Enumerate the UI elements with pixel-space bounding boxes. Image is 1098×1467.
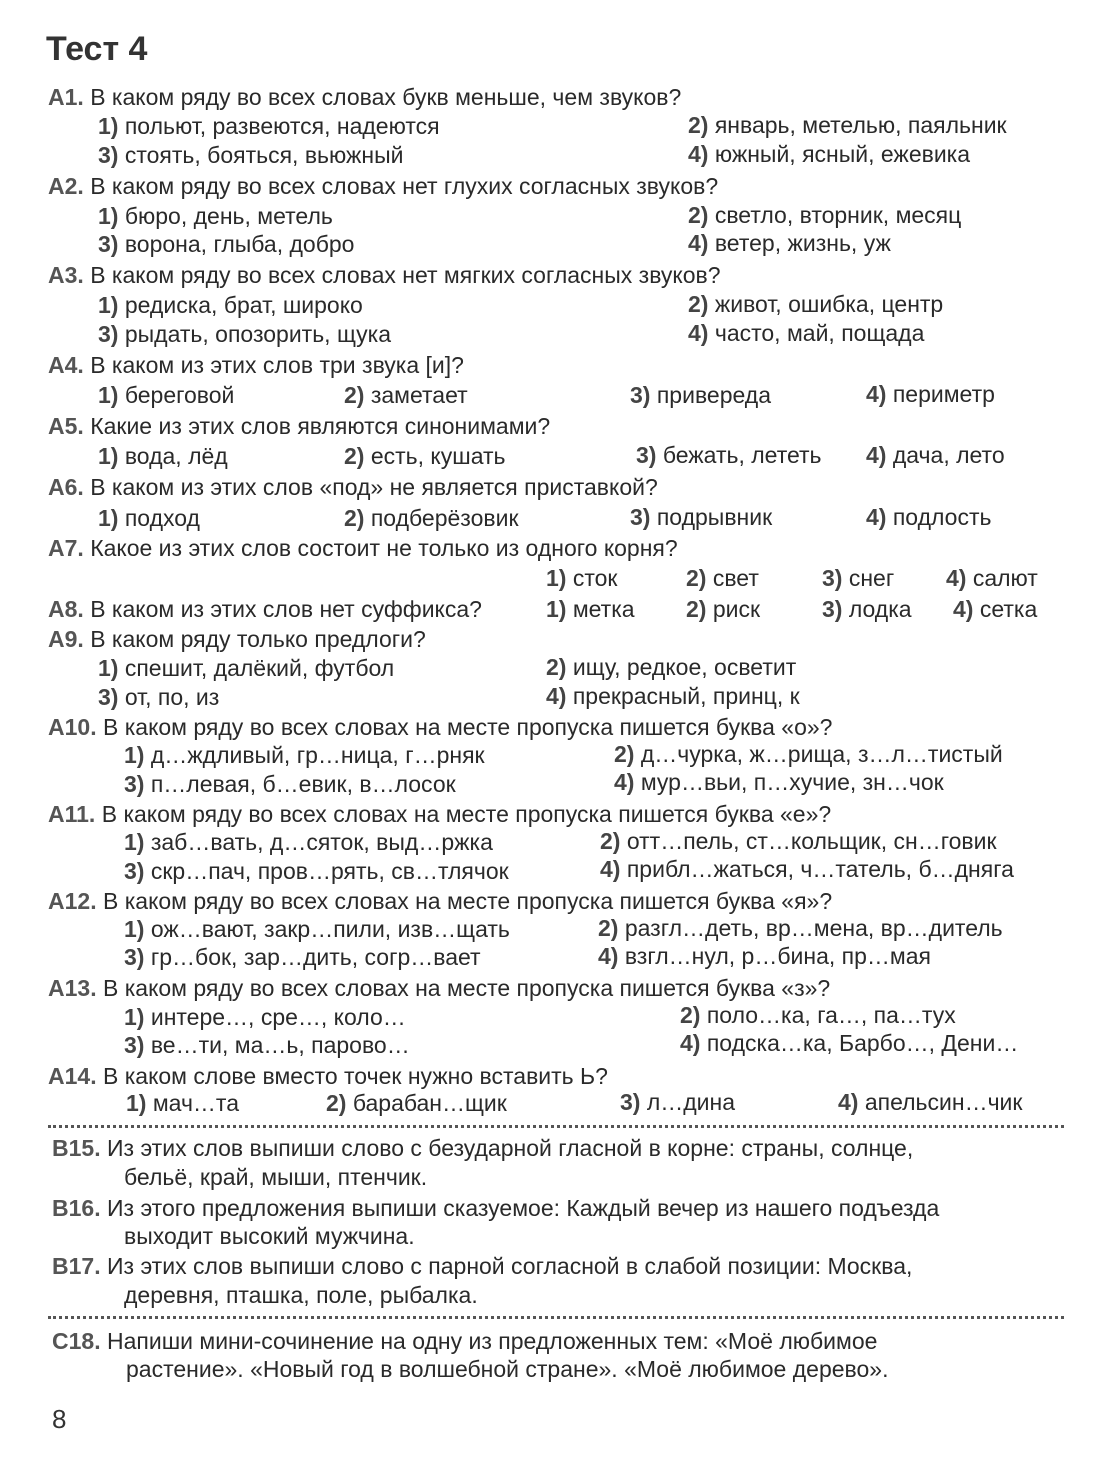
task-b15-line2: бельё, край, мыши, птенчик.	[124, 1164, 428, 1190]
option-text: подлость	[892, 504, 992, 530]
question-text: В каком из этих слов нет суффикса?	[90, 596, 482, 622]
option-number: 1)	[124, 829, 145, 855]
option-number: 1)	[126, 1090, 147, 1116]
option-number: 1)	[98, 505, 119, 531]
task-number: B16.	[52, 1195, 101, 1221]
option-a11-3	[124, 858, 509, 885]
option-a5-2	[344, 443, 506, 470]
question-number: A4.	[48, 352, 84, 378]
option-text: д…ждливый, гр…ница, г…рняк	[150, 742, 485, 768]
option-a11-1	[124, 829, 493, 856]
option-number: 2)	[598, 915, 619, 941]
option-a1-4	[688, 141, 970, 168]
option-number: 4)	[953, 596, 974, 622]
option-number: 4)	[866, 442, 887, 468]
section-divider	[48, 1316, 1064, 1319]
option-text: взгл…нул, р…бина, пр…мая	[624, 943, 931, 969]
option-number: 1)	[98, 113, 119, 139]
option-number: 3)	[98, 231, 119, 257]
option-number: 2)	[326, 1090, 347, 1116]
option-number: 1)	[98, 443, 119, 469]
option-number: 2)	[546, 654, 567, 680]
option-text: мур…вьи, п…хучие, зн…чок	[640, 769, 944, 795]
option-text: январь, метелью, паяльник	[714, 112, 1007, 138]
option-text: заметает	[370, 382, 468, 408]
option-text: подход	[124, 505, 200, 531]
page-title: Тест 4	[46, 30, 148, 68]
question-a12	[48, 888, 832, 915]
question-number: A5.	[48, 413, 84, 439]
option-a11-4	[600, 856, 1014, 883]
question-a7	[48, 535, 678, 562]
option-text: прекрасный, принц, к	[572, 683, 800, 709]
option-a9-2	[546, 654, 796, 681]
option-a8-2	[686, 596, 760, 623]
option-a3-1	[98, 292, 363, 319]
option-a6-4	[866, 504, 992, 531]
option-text: свет	[712, 565, 759, 591]
option-text: дача, лето	[892, 442, 1005, 468]
option-number: 4)	[688, 320, 709, 346]
question-number: A2.	[48, 173, 84, 199]
question-a11	[48, 801, 831, 828]
option-a10-4	[614, 769, 944, 796]
task-text: Из этих слов выпиши слово с безударной гласной в корне: страны, солнце,	[106, 1135, 914, 1161]
option-a13-2	[680, 1002, 956, 1029]
option-number: 4)	[866, 504, 887, 530]
option-a13-3	[124, 1032, 410, 1059]
option-text: лодка	[848, 596, 912, 622]
option-number: 2)	[686, 596, 707, 622]
option-a3-4	[688, 320, 924, 347]
question-text: В каком ряду во всех словах на месте пропуска пишется буква «о»?	[102, 714, 833, 740]
option-number: 4)	[680, 1030, 701, 1056]
task-b16-line2: выходит высокий мужчина.	[124, 1223, 415, 1249]
option-number: 2)	[688, 112, 709, 138]
option-text: интере…, сре…, коло…	[150, 1004, 406, 1030]
option-text: риск	[712, 596, 761, 622]
question-number: A11.	[48, 801, 96, 827]
option-a7-2	[686, 565, 759, 592]
question-number: A7.	[48, 535, 84, 561]
option-a14-4	[838, 1089, 1022, 1116]
option-text: подрывник	[656, 504, 773, 530]
option-text: барабан…щик	[352, 1090, 507, 1116]
question-number: A9.	[48, 626, 84, 652]
option-a6-3	[630, 504, 772, 531]
option-number: 2)	[344, 382, 365, 408]
option-text: польют, развеются, надеются	[124, 113, 440, 139]
option-number: 4)	[546, 683, 567, 709]
option-text: д…чурка, ж…рища, з…л…тистый	[640, 741, 1003, 767]
question-number: A1.	[48, 84, 84, 110]
option-text: часто, май, пощада	[714, 320, 925, 346]
question-a1	[48, 84, 681, 111]
option-text: отт…пель, ст…кольщик, сн…говик	[626, 828, 997, 854]
task-b17	[52, 1253, 912, 1280]
option-text: сток	[572, 565, 618, 591]
option-text: стоять, бояться, вьюжный	[124, 142, 404, 168]
option-a5-4	[866, 442, 1005, 469]
option-a1-1	[98, 113, 440, 140]
option-a11-2	[600, 828, 997, 855]
option-text: поло…ка, га…, па…тух	[706, 1002, 956, 1028]
option-a13-1	[124, 1004, 406, 1031]
question-a6	[48, 474, 658, 501]
option-text: разгл…деть, вр…мена, вр…дитель	[624, 915, 1003, 941]
question-text: В каком ряду только предлоги?	[90, 626, 426, 652]
option-a4-3	[630, 382, 771, 409]
question-number: A6.	[48, 474, 84, 500]
option-a13-4	[680, 1030, 1018, 1057]
question-number: A10.	[48, 714, 97, 740]
option-a7-4	[946, 565, 1038, 592]
option-number: 3)	[124, 1032, 145, 1058]
option-text: ищу, редкое, осветит	[572, 654, 797, 680]
option-a5-3	[636, 442, 822, 469]
option-number: 3)	[822, 565, 843, 591]
option-a10-2	[614, 741, 1003, 768]
option-number: 4)	[866, 381, 887, 407]
task-c18	[52, 1328, 877, 1355]
question-a10	[48, 714, 832, 741]
option-text: спешит, далёкий, футбол	[124, 655, 395, 681]
option-number: 2)	[614, 741, 635, 767]
option-text: ворона, глыба, добро	[124, 231, 355, 257]
question-text: В каком слове вместо точек нужно вставить Ь?	[102, 1063, 608, 1089]
option-a2-3	[98, 231, 354, 258]
option-text: живот, ошибка, центр	[714, 291, 944, 317]
question-a4	[48, 352, 464, 379]
option-number: 3)	[822, 596, 843, 622]
option-number: 4)	[838, 1089, 859, 1115]
option-number: 1)	[124, 916, 145, 942]
option-a14-2	[326, 1090, 507, 1117]
question-text: В каком ряду во всех словах на месте пропуска пишется буква «я»?	[102, 888, 833, 914]
option-a8-4	[953, 596, 1037, 623]
question-text: В каком из этих слов «под» не является приставкой?	[90, 474, 658, 500]
option-number: 4)	[688, 230, 709, 256]
option-text: сетка	[979, 596, 1038, 622]
option-a3-3	[98, 321, 391, 348]
option-text: ож…вают, закр…пили, изв…щать	[150, 916, 510, 942]
option-text: заб…вать, д…сяток, выд…ржка	[150, 829, 493, 855]
option-a9-3	[98, 684, 219, 711]
option-text: светло, вторник, месяц	[714, 202, 962, 228]
question-number: A14.	[48, 1063, 97, 1089]
page-number: 8	[52, 1404, 67, 1434]
option-text: ве…ти, ма…ь, парово…	[150, 1032, 410, 1058]
task-b15	[52, 1135, 913, 1162]
question-text: В каком ряду во всех словах нет мягких согласных звуков?	[90, 262, 721, 288]
option-number: 3)	[98, 321, 119, 347]
option-text: п…левая, б…евик, в…лосок	[150, 771, 456, 797]
task-number: B15.	[52, 1135, 101, 1161]
option-text: скр…пач, пров…рять, св…тлячок	[150, 858, 509, 884]
option-a4-2	[344, 382, 468, 409]
option-number: 4)	[688, 141, 709, 167]
task-text: Из этого предложения выпиши сказуемое: Каждый вечер из нашего подъезда	[106, 1195, 940, 1221]
option-number: 3)	[620, 1089, 641, 1115]
question-number: A8.	[48, 596, 84, 622]
question-text: Какие из этих слов являются синонимами?	[90, 413, 551, 439]
option-number: 3)	[124, 944, 145, 970]
task-c18-line2: растение». «Новый год в волшебной стране». «Моё любимое дерево».	[126, 1356, 889, 1382]
task-text: Напиши мини-сочинение на одну из предложенных тем: «Моё любимое	[106, 1328, 878, 1354]
option-number: 4)	[946, 565, 967, 591]
option-number: 1)	[546, 565, 567, 591]
option-a6-1	[98, 505, 200, 532]
task-text: Из этих слов выпиши слово с парной согласной в слабой позиции: Москва,	[106, 1253, 913, 1279]
option-text: рыдать, опозорить, щука	[124, 321, 392, 347]
option-text: привереда	[656, 382, 771, 408]
option-number: 4)	[614, 769, 635, 795]
option-number: 3)	[636, 442, 657, 468]
task-number: B17.	[52, 1253, 101, 1279]
option-text: метка	[572, 596, 635, 622]
option-a7-3	[822, 565, 894, 592]
option-text: подберёзовик	[370, 505, 519, 531]
option-number: 3)	[630, 504, 651, 530]
option-number: 3)	[124, 771, 145, 797]
option-number: 3)	[98, 142, 119, 168]
task-b16	[52, 1195, 939, 1222]
option-a2-1	[98, 203, 333, 230]
question-number: A3.	[48, 262, 84, 288]
option-a4-1	[98, 382, 234, 409]
option-a10-3	[124, 771, 456, 798]
option-number: 2)	[686, 565, 707, 591]
option-number: 1)	[98, 655, 119, 681]
task-number: C18.	[52, 1328, 101, 1354]
option-number: 3)	[124, 858, 145, 884]
option-text: береговой	[124, 382, 235, 408]
option-number: 3)	[630, 382, 651, 408]
option-a12-1	[124, 916, 510, 943]
option-a2-2	[688, 202, 961, 229]
question-a8	[48, 596, 482, 623]
option-text: салют	[972, 565, 1038, 591]
option-number: 1)	[98, 382, 119, 408]
section-divider	[48, 1125, 1064, 1128]
option-a4-4	[866, 381, 995, 408]
option-a12-3	[124, 944, 481, 971]
option-number: 1)	[546, 596, 567, 622]
option-number: 1)	[124, 1004, 145, 1030]
question-number: A13.	[48, 975, 97, 1001]
question-a3	[48, 262, 721, 289]
question-text: В каком из этих слов три звука [и]?	[90, 352, 464, 378]
option-number: 2)	[688, 291, 709, 317]
question-text: В каком ряду во всех словах букв меньше, чем звуков?	[90, 84, 682, 110]
question-a9	[48, 626, 426, 653]
option-a9-4	[546, 683, 800, 710]
option-number: 2)	[600, 828, 621, 854]
option-text: бежать, лететь	[662, 442, 822, 468]
option-text: южный, ясный, ежевика	[714, 141, 971, 167]
option-text: прибл…жаться, ч…татель, б…дняга	[626, 856, 1014, 882]
option-a1-3	[98, 142, 404, 169]
option-a6-2	[344, 505, 519, 532]
option-text: ветер, жизнь, уж	[714, 230, 891, 256]
option-a12-2	[598, 915, 1003, 942]
question-text: В каком ряду во всех словах нет глухих согласных звуков?	[90, 173, 719, 199]
task-b17-line2: деревня, пташка, поле, рыбалка.	[124, 1282, 478, 1308]
option-number: 2)	[688, 202, 709, 228]
option-number: 2)	[344, 505, 365, 531]
option-text: вода, лёд	[124, 443, 228, 469]
option-a8-3	[822, 596, 912, 623]
option-text: апельсин…чик	[864, 1089, 1023, 1115]
question-text: В каком ряду во всех словах на месте пропуска пишется буква «з»?	[102, 975, 831, 1001]
option-number: 2)	[344, 443, 365, 469]
option-text: снег	[848, 565, 895, 591]
option-number: 3)	[98, 684, 119, 710]
option-a14-3	[620, 1089, 735, 1116]
option-a5-1	[98, 443, 228, 470]
question-text: Какое из этих слов состоит не только из одного корня?	[90, 535, 678, 561]
question-text: В каком ряду во всех словах на месте пропуска пишется буква «е»?	[101, 801, 832, 827]
option-text: подска…ка, Барбо…, Дени…	[706, 1030, 1019, 1056]
option-a8-1	[546, 596, 635, 623]
option-text: периметр	[892, 381, 995, 407]
option-a1-2	[688, 112, 1007, 139]
option-a12-4	[598, 943, 931, 970]
option-text: бюро, день, метель	[124, 203, 333, 229]
option-a14-1	[126, 1090, 239, 1117]
option-text: мач…та	[152, 1090, 239, 1116]
option-number: 4)	[598, 943, 619, 969]
option-number: 4)	[600, 856, 621, 882]
question-a2	[48, 173, 718, 200]
option-number: 1)	[98, 203, 119, 229]
option-text: гр…бок, зар…дить, согр…вает	[150, 944, 481, 970]
question-a13	[48, 975, 830, 1002]
question-a14	[48, 1063, 608, 1090]
option-text: л…дина	[646, 1089, 736, 1115]
option-a9-1	[98, 655, 394, 682]
option-a3-2	[688, 291, 943, 318]
option-text: от, по, из	[124, 684, 220, 710]
question-a5	[48, 413, 550, 440]
option-text: есть, кушать	[370, 443, 506, 469]
option-number: 1)	[124, 742, 145, 768]
option-a10-1	[124, 742, 485, 769]
question-number: A12.	[48, 888, 97, 914]
option-a7-1	[546, 565, 617, 592]
option-text: редиска, брат, широко	[124, 292, 363, 318]
option-number: 2)	[680, 1002, 701, 1028]
option-a2-4	[688, 230, 891, 257]
option-number: 1)	[98, 292, 119, 318]
